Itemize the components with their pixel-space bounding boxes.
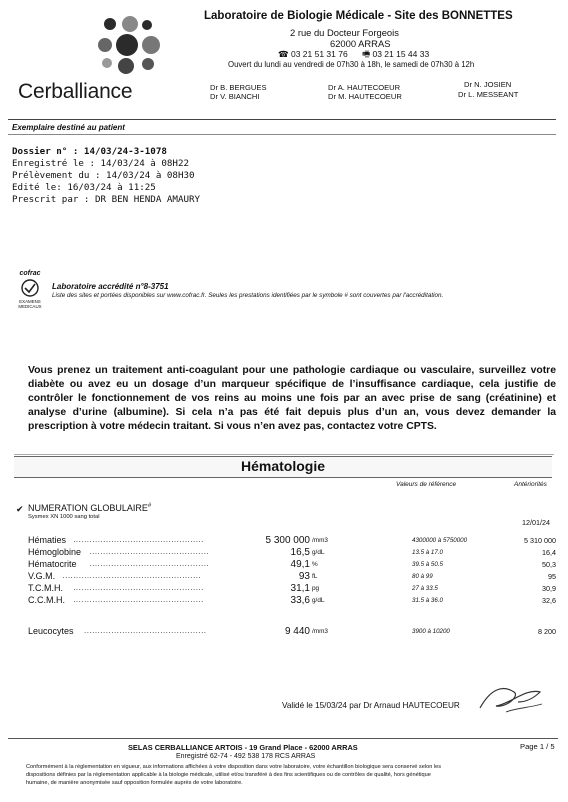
result-reference: 13.5 à 17.0: [412, 549, 443, 556]
result-value: 49,1: [290, 559, 310, 570]
result-leader: ............................................: [89, 547, 210, 556]
doctor-2: Dr V. BIANCHI: [210, 92, 260, 101]
result-value: 33,6: [290, 595, 310, 606]
result-unit: fL: [312, 573, 318, 580]
result-value: 9 440: [284, 626, 310, 637]
result-reference: 3900 à 10200: [412, 628, 450, 635]
result-value: 16,5: [290, 547, 310, 558]
registration-line: Enregistré 62-74 - 492 538 178 RCS ARRAS: [176, 753, 316, 760]
footer-divider: [8, 738, 558, 739]
lab-title: Laboratoire de Biologie Médicale - Site des BONNETTES: [204, 10, 513, 22]
result-previous: 8 200: [538, 627, 556, 636]
result-unit: g/dL: [312, 549, 325, 556]
previous-date: 12/01/24: [522, 518, 550, 527]
result-row: [0, 583, 568, 595]
section-title: Hématologie: [240, 458, 325, 474]
cofrac-logo: [16, 270, 44, 314]
result-row: [0, 559, 568, 571]
section-top-line: [14, 454, 554, 455]
cofrac-logo-subtext: EXAMENS MEDICAUX: [18, 299, 42, 309]
cofrac-seal-icon: [19, 278, 41, 298]
result-name: Hématocrite: [28, 559, 77, 569]
copy-divider: [8, 134, 556, 135]
phone-number: 03 21 51 31 76: [290, 49, 348, 59]
result-name: Hématies: [28, 535, 67, 545]
instrument-label: Sysmex XN 1000 sang total: [28, 514, 100, 520]
result-row: [0, 595, 568, 607]
legal-line-1: Conformément à la réglementation en vigueur, aux informations affichées à votre disposition dans votre laboratoire, votre échantillon biologique sera conservé selon les: [26, 764, 442, 770]
result-previous: 32,6: [542, 596, 556, 605]
sampling-date: Prélèvement du : 14/03/24 à 08H30: [12, 170, 195, 181]
renal-check-notice: Vous prenez un traitement anti-coagulant pour une pathologie cardiaque ou vasculaire, surveillez votre diabète ou avez eu un dosage d’un marqueur spécifique de l’insuffisance cardiaque, cela justifie de contrôler le fonctionnement de vos reins au moins une fois par an avec prise de sang (créatinine) et analyse d’urine (albumine). Si cela n’a pas été fait depuis plus d’un an, vous devez demander la prescription à votre médecin traitant. Si vous n’en avez pas, contactez votre CPTS.: [28, 365, 556, 432]
header-divider: [8, 119, 556, 120]
group-check-icon: ✔: [16, 504, 24, 514]
prescriber: Prescrit par : DR BEN HENDA AMAURY: [12, 194, 201, 205]
result-leader: ................................................: [73, 583, 204, 592]
result-name: C.C.M.H.: [28, 595, 65, 605]
legal-line-3: humaine, de manière anonymisée sauf opposition formulée auprès de votre laboratoire.: [26, 780, 243, 786]
doctor-1: Dr B. BERGUES: [210, 83, 267, 92]
copy-label: Exemplaire destiné au patient: [12, 123, 125, 132]
result-leader: .............................................: [84, 626, 207, 635]
cofrac-logo-text: cofrac: [19, 270, 41, 277]
result-unit: /mm3: [312, 537, 328, 544]
result-unit: /mm3: [312, 628, 328, 635]
registered-date: Enregistré le : 14/03/24 à 08H22: [12, 158, 190, 169]
cerballiance-logo-mark: [98, 18, 168, 78]
result-reference: 80 à 99: [412, 573, 433, 580]
result-previous: 5 310 000: [524, 536, 556, 545]
result-previous: 16,4: [542, 548, 556, 557]
result-reference: 27 à 33.5: [412, 585, 438, 592]
previous-values-header: Antériorités: [514, 481, 547, 488]
result-reference: 4300000 à 5750000: [412, 537, 468, 544]
opening-hours: Ouvert du lundi au vendredi de 07h30 à 18h, le samedi de 07h30 à 12h: [228, 60, 475, 69]
result-leader: ...................................................: [62, 571, 202, 580]
result-previous: 30,9: [542, 584, 556, 593]
result-leader: ............................................: [89, 559, 210, 568]
group-title: NUMERATION GLOBULAIRE#: [28, 503, 152, 513]
fax-icon: 🖷: [362, 49, 371, 59]
result-unit: pg: [312, 585, 320, 592]
doctor-3: Dr A. HAUTECOEUR: [328, 83, 401, 92]
result-row: [0, 571, 568, 583]
reference-values-header: Valeurs de référence: [396, 481, 457, 488]
result-leader: ................................................: [73, 595, 204, 604]
company-line: SELAS CERBALLIANCE ARTOIS - 19 Grand Place - 62000 ARRAS: [128, 743, 358, 752]
fax-number: 03 21 15 44 33: [372, 49, 430, 59]
result-row: [0, 535, 568, 547]
doctor-6: Dr L. MESSEANT: [458, 90, 519, 99]
result-previous: 50,3: [542, 560, 556, 569]
result-value: 93: [298, 571, 310, 582]
address-line1: 2 rue du Docteur Forgeois: [290, 27, 399, 38]
doctor-5: Dr N. JOSIEN: [464, 80, 512, 89]
dossier-block: [12, 146, 200, 206]
result-row: [0, 626, 568, 638]
validation-text: Validé le 15/03/24 par Dr Arnaud HAUTECOEUR: [282, 701, 460, 710]
result-row: [0, 547, 568, 559]
result-name: V.G.M.: [28, 571, 56, 581]
section-title-box: [14, 456, 552, 478]
result-name: T.C.M.H.: [28, 583, 63, 593]
result-reference: 39.5 à 50.5: [412, 561, 443, 568]
result-value: 5 300 000: [265, 535, 310, 546]
result-unit: %: [312, 561, 318, 568]
dossier-number: Dossier n° : 14/03/24-3-1078: [12, 146, 167, 157]
doctor-4: Dr M. HAUTECOEUR: [328, 92, 402, 101]
result-unit: g/dL: [312, 597, 325, 604]
edited-date: Edité le: 16/03/24 à 11:25: [12, 182, 156, 193]
accreditation-mark: #: [147, 503, 152, 509]
result-value: 31,1: [290, 583, 310, 594]
accreditation-number: Laboratoire accrédité n°8-3751: [52, 282, 169, 291]
validation-line: [282, 701, 460, 710]
result-reference: 31.5 à 36.0: [412, 597, 443, 604]
legal-line-2: dispositions définies par la réglementation applicable à la biologie médicale, utilisé et/ou transféré à des fins scientifiques ou de contrôles de qualité, hors génétique: [26, 772, 431, 778]
signature-image: [476, 678, 546, 718]
result-previous: 95: [548, 572, 556, 581]
address-line2: 62000 ARRAS: [330, 38, 391, 49]
brand-name: Cerballiance: [18, 80, 133, 103]
accreditation-scope: Liste des sites et portées disponibles sur www.cofrac.fr. Seules les prestations identifiées par le symbole # sont couvertes par l'accréditation.: [52, 292, 444, 299]
result-name: Leucocytes: [28, 626, 74, 636]
phone-icon: ☎: [278, 49, 289, 59]
result-leader: ................................................: [73, 535, 204, 544]
page-number: Page 1 / 5: [520, 742, 555, 751]
result-name: Hémoglobine: [28, 547, 82, 557]
